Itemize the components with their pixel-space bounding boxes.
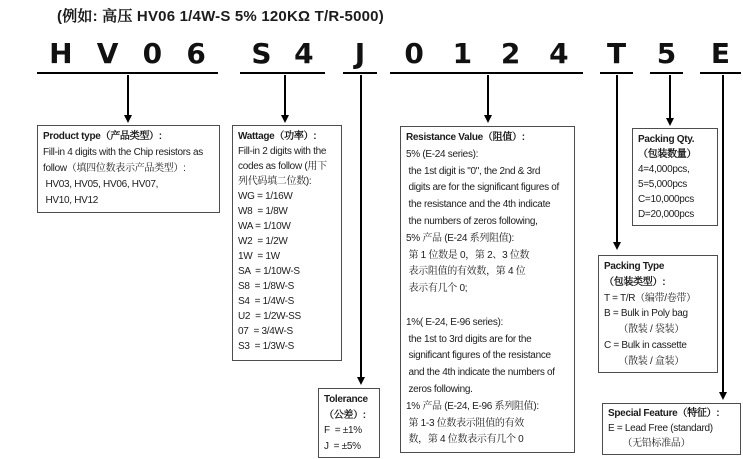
box-lines-group	[238, 144, 336, 354]
code-char: 0	[142, 37, 163, 70]
code-char: 1	[452, 37, 473, 70]
box-lines-group	[638, 162, 712, 222]
box-line: the numbers of zeros following,	[406, 215, 538, 227]
box-line: U2 = 1/2W-SS	[238, 311, 301, 322]
box-lines-group	[324, 423, 374, 454]
box-line: T = T/R（编带/卷带）	[604, 292, 696, 304]
box-line: SA = 1/10W-S	[238, 266, 300, 277]
wattage-box	[232, 125, 342, 361]
box-title: （包装类型）:	[604, 276, 666, 288]
box-line: 第 1 位数是 0，第 2、3 位数	[406, 249, 530, 261]
box-title: （公差）:	[324, 409, 366, 421]
box-line: 表示有几个 0;	[406, 283, 468, 295]
box-line: the 1st digit is "0", the 2nd & 3rd	[406, 165, 541, 177]
code-char: H	[49, 37, 73, 70]
arrow-down-icon	[124, 115, 132, 123]
box-title-group	[324, 392, 374, 423]
code-group-packing-type	[600, 38, 633, 74]
box-title: Resistance Value（阻值）:	[406, 132, 525, 143]
box-line: Fill-in 2 digits with the	[238, 146, 327, 157]
box-line: 5% 产品 (E-24 系列阻值):	[406, 232, 514, 244]
box-title: Packing Type	[604, 261, 665, 272]
box-title: Special Feature（特征）:	[608, 408, 720, 419]
box-line: 1% 产品 (E-24, E-96 系列阻值):	[406, 400, 539, 412]
connector-wattage	[284, 75, 286, 116]
code-group-resistance-value	[390, 38, 583, 74]
box-title-group	[238, 129, 336, 144]
box-line: follow（填四位数表示产品类型）:	[43, 163, 186, 174]
code-char: T	[606, 37, 627, 70]
box-line: 表示阻值的有效数，第 4 位	[406, 266, 526, 278]
connector-product-type	[127, 75, 129, 116]
box-line: and the 4th indicate the numbers of	[406, 367, 555, 379]
box-line: 1W = 1W	[238, 251, 280, 262]
box-line: E = Lead Free (standard)	[608, 422, 713, 434]
box-line: W8 = 1/8W	[238, 206, 288, 217]
box-line: 第 1-3 位数表示阻值的有效	[406, 417, 524, 429]
resistance-value-box	[400, 126, 575, 453]
arrow-down-icon	[357, 377, 365, 385]
box-line: WA = 1/10W	[238, 221, 291, 232]
box-title: Wattage（功率）:	[238, 131, 317, 142]
packing-qty-box	[632, 128, 718, 226]
box-line: significant figures of the resistance	[406, 350, 551, 362]
connector-special-feature	[722, 75, 724, 393]
code-group-tolerance	[343, 38, 377, 74]
box-line: 列代码填二位数):	[238, 176, 312, 187]
tolerance-box	[318, 388, 380, 458]
product-type-box	[37, 125, 220, 213]
arrow-down-icon	[666, 118, 674, 126]
example-title: (例如: 高压 HV06 1/4W-S 5% 120KΩ T/R-5000)	[57, 8, 384, 25]
box-lines-group	[406, 147, 569, 449]
box-line: S3 = 1/3W-S	[238, 341, 294, 352]
connector-tolerance	[360, 75, 362, 378]
box-title: Packing Qty.	[638, 134, 695, 145]
connector-packing-type	[616, 75, 618, 243]
box-line: 5% (E-24 series):	[406, 148, 479, 160]
box-lines-group	[43, 145, 214, 209]
code-char: J	[354, 37, 366, 70]
code-group-special-feature	[700, 38, 741, 74]
code-char: S	[251, 37, 272, 70]
box-lines-group	[608, 422, 735, 452]
box-line: 07 = 3/4W-S	[238, 326, 293, 337]
code-group-wattage	[240, 38, 325, 74]
box-title: Product type（产品类型）:	[43, 131, 162, 142]
box-line: HV03, HV05, HV06, HV07,	[43, 179, 159, 190]
box-line: 4=4,000pcs,	[638, 164, 690, 175]
box-line: Fill-in 4 digits with the Chip resistors as	[43, 147, 203, 158]
box-title: Tolerance	[324, 394, 368, 405]
box-title-group	[604, 259, 712, 291]
box-line: codes as follow (用下	[238, 161, 327, 172]
code-char: 2	[500, 37, 521, 70]
arrow-down-icon	[281, 115, 289, 123]
box-line: 数，第 4 位数表示有几个 0	[406, 434, 524, 446]
code-group-product-type	[37, 38, 218, 74]
packing-type-box	[598, 255, 718, 373]
box-line: 1%( E-24, E-96 series):	[406, 316, 504, 328]
box-line: digits are for the significant figures of	[406, 182, 560, 194]
code-char: V	[96, 37, 119, 70]
box-line: B = Bulk in Poly bag	[604, 308, 688, 320]
box-line: （无铅标准品）	[608, 437, 691, 449]
box-line: J = ±5%	[324, 440, 361, 452]
box-line: S8 = 1/8W-S	[238, 281, 294, 292]
code-char: 4	[294, 37, 314, 70]
box-line: zeros following.	[406, 383, 473, 395]
box-line: HV10, HV12	[43, 195, 99, 206]
box-line: C = Bulk in cassette	[604, 339, 687, 351]
box-lines-group	[604, 291, 712, 370]
box-line: WG = 1/16W	[238, 191, 293, 202]
box-line: D=20,000pcs	[638, 209, 694, 220]
box-line	[406, 298, 569, 315]
box-title-group	[638, 132, 712, 162]
arrow-down-icon	[484, 115, 492, 123]
box-line: F = ±1%	[324, 425, 362, 436]
box-line: W2 = 1/2W	[238, 236, 288, 247]
code-char: 4	[549, 37, 569, 70]
box-title: （包装数量）	[638, 149, 697, 160]
box-line: C=10,000pcs	[638, 194, 694, 205]
special-feature-box	[602, 403, 741, 455]
box-title-group	[406, 130, 569, 147]
code-char: 0	[404, 37, 424, 70]
code-char: E	[710, 37, 731, 70]
arrow-down-icon	[719, 392, 727, 400]
arrow-down-icon	[613, 242, 621, 250]
box-line: S4 = 1/4W-S	[238, 296, 294, 307]
box-line: （散装 / 袋装）	[604, 324, 685, 336]
connector-resistance-value	[487, 75, 489, 116]
box-title-group	[608, 407, 735, 422]
code-char: 6	[186, 37, 206, 70]
box-title-group	[43, 129, 214, 145]
box-line: （散装 / 盒装）	[604, 355, 685, 367]
box-line: the resistance and the 4th indicate	[406, 199, 551, 211]
box-line: 5=5,000pcs	[638, 179, 687, 190]
code-char: 5	[656, 37, 677, 70]
box-line: the 1st to 3rd digits are for the	[406, 333, 532, 345]
connector-packing-qty	[669, 75, 671, 119]
code-group-packing-qty	[650, 38, 683, 74]
